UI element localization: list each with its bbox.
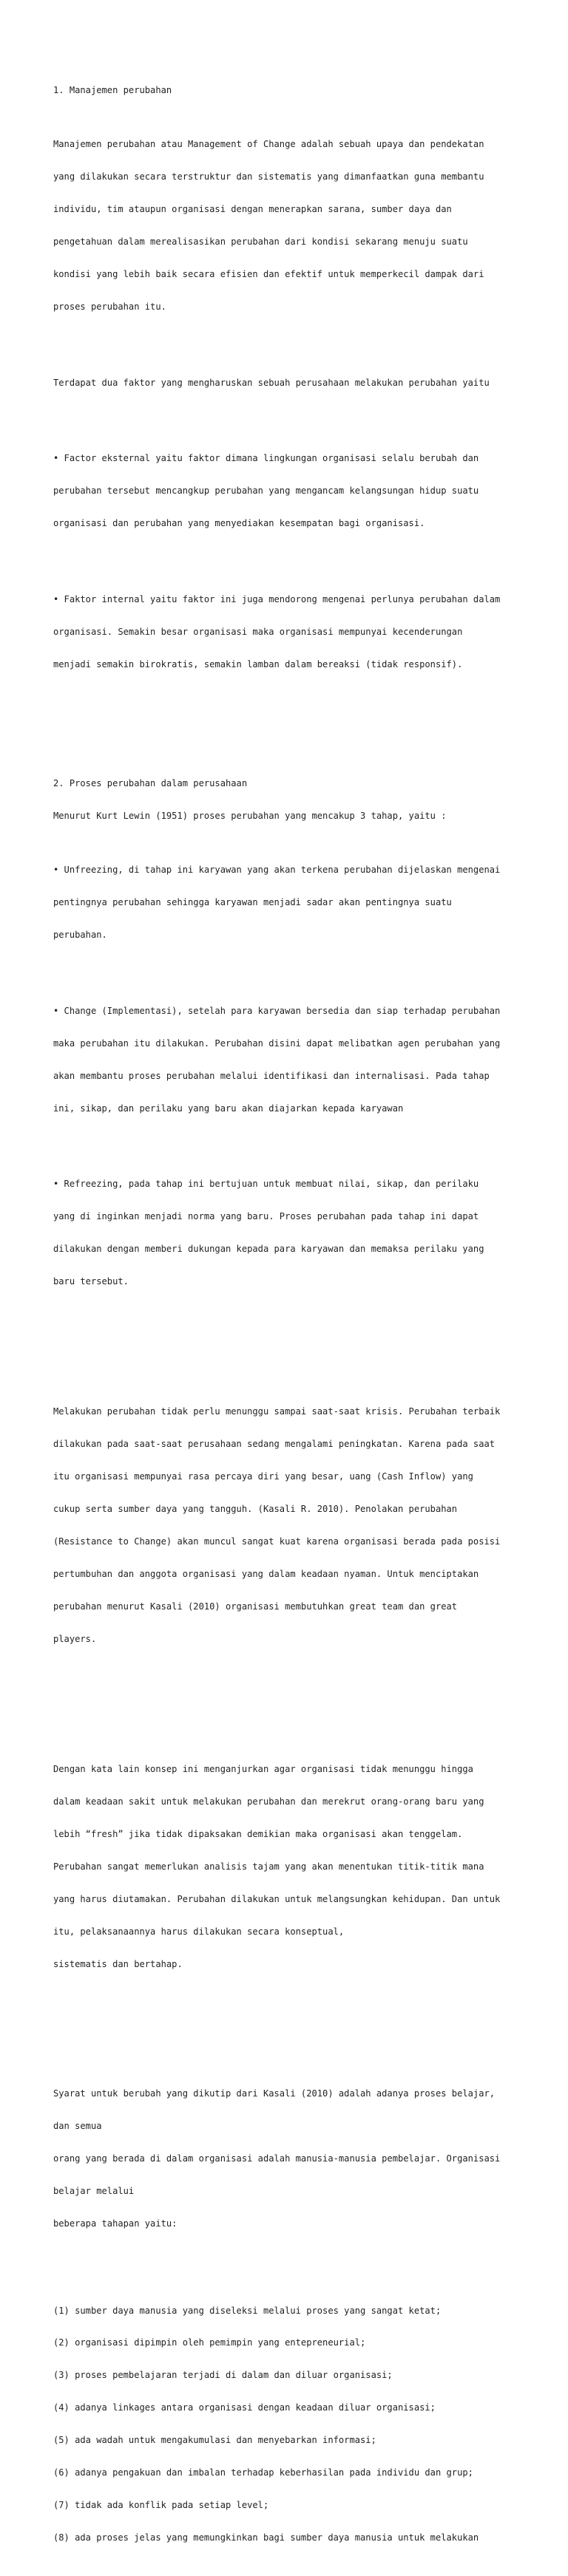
- text-line: itu organisasi mempunyai rasa percaya diri yang besar, uang (Cash Inflow) yang: [53, 1471, 473, 1482]
- list-item: (2) organisasi dipimpin oleh pemimpin yang entepreneurial;: [53, 2337, 366, 2348]
- list-item: (1) sumber daya manusia yang diseleksi melalui proses yang sangat ketat;: [53, 2305, 442, 2316]
- text-line: dalam keadaan sakit untuk melakukan perubahan dan merekrut orang-orang baru yang: [53, 1796, 484, 1807]
- text-line: belajar melalui: [53, 2186, 135, 2197]
- bullet-item: [53, 573, 534, 692]
- paragraph: [53, 355, 534, 409]
- spacer: [53, 1699, 534, 1710]
- text-line: perubahan menurut Kasali (2010) organisasi membutuhkan great team dan great: [53, 1601, 458, 1612]
- text-line: Manajemen perubahan atau Management of Change adalah sebuah upaya dan pendekatan: [53, 139, 484, 150]
- text-line: dan semua: [53, 2121, 102, 2132]
- list-item: (8) ada proses jelas yang memungkinkan bagi sumber daya manusia untuk melakukan: [53, 2532, 479, 2543]
- text-line: lebih “fresh” jika tidak dipaksakan demikian maka organisasi akan tenggelam.: [53, 1828, 463, 1839]
- text-line: pertumbuhan dan anggota organisasi yang dalam keadaan nyaman. Untuk menciptakan: [53, 1568, 479, 1579]
- text-line: players.: [53, 1633, 97, 1644]
- text-line: dilakukan dengan memberi dukungan kepada para karyawan dan memaksa perilaku yang: [53, 1244, 484, 1255]
- text-line: perubahan tersebut mencangkup perubahan yang mengancam kelangsungan hidup suatu: [53, 485, 479, 497]
- text-line: Perubahan sangat memerlukan analisis tajam yang akan menentukan titik-titik mana: [53, 1861, 484, 1872]
- paragraph: [53, 117, 534, 334]
- text-line: ini, sikap, dan perilaku yang baru akan diajarkan kepada karyawan: [53, 1103, 404, 1114]
- text-line: beberapa tahapan yaitu:: [53, 2218, 178, 2229]
- text-line: maka perubahan itu dilakukan. Perubahan disini dapat melibatkan agen perubahan yang: [53, 1037, 501, 1049]
- numbered-list: [53, 2283, 534, 2565]
- text-line: • Factor eksternal yaitu faktor dimana lingkungan organisasi selalu berubah dan: [53, 453, 479, 464]
- text-line: yang harus diutamakan. Perubahan dilakukan untuk melangsungkan kehidupan. Dan untuk: [53, 1893, 501, 1904]
- section-heading: 2. Proses perubahan dalam perusahaan: [53, 777, 248, 788]
- text-line: sistematis dan bertahap.: [53, 1958, 183, 1969]
- text-line: • Faktor internal yaitu faktor ini juga mendorong mengenai perlunya perubahan dalam: [53, 593, 501, 604]
- section-heading: 1. Manajemen perubahan: [53, 84, 172, 95]
- text-line: • Change (Implementasi), setelah para karyawan bersedia dan siap terhadap perubahan: [53, 1005, 501, 1016]
- text-line: yang di inginkan menjadi norma yang baru. Proses perubahan pada tahap ini dapat: [53, 1211, 479, 1222]
- text-line: itu, pelaksanaannya harus dilakukan secara konseptual,: [53, 1926, 345, 1937]
- spacer: [53, 2023, 534, 2034]
- text-line: dilakukan pada saat-saat perusahaan sedang mengalami peningkatan. Karena pada saat: [53, 1439, 496, 1449]
- text-line: (Resistance to Change) akan muncul sangat kuat karena organisasi berada pada posisi: [53, 1536, 501, 1547]
- list-item: (4) adanya linkages antara organisasi dengan keadaan diluar organisasi;: [53, 2402, 436, 2413]
- text-line: akan membantu proses perubahan melalui identifikasi dan internalisasi. Pada tahap: [53, 1070, 490, 1081]
- text-line: yang dilakukan secara terstruktur dan sistematis yang dimanfaatkan guna membantu: [53, 171, 484, 183]
- paragraph: [53, 2067, 534, 2251]
- text-line: pengetahuan dalam merealisasikan perubahan dari kondisi sekarang menuju suatu: [53, 236, 468, 248]
- text-line: individu, tim ataupun organisasi dengan menerapkan sarana, sumber daya dan: [53, 204, 452, 215]
- document-page: [53, 52, 534, 2576]
- paragraph: [53, 1742, 534, 1991]
- text-line: Melakukan perubahan tidak perlu menunggu sampai saat-saat krisis. Perubahan terbaik: [53, 1406, 501, 1417]
- text-line: Terdapat dua faktor yang mengharuskan sebuah perusahaan melakukan perubahan yaitu: [53, 377, 490, 388]
- text-line: • Refreezing, pada tahap ini bertujuan untuk membuat nilai, sikap, dan perilaku: [53, 1179, 479, 1190]
- spacer: [53, 724, 534, 735]
- text-line: Syarat untuk berubah yang dikutip dari Kasali (2010) adalah adanya proses belajar,: [53, 2088, 496, 2099]
- list-item: (5) ada wadah untuk mengakumulasi dan menyebarkan informasi;: [53, 2435, 376, 2446]
- text-line: menjadi semakin birokratis, semakin lamban dalam bereaksi (tidak responsif).: [53, 658, 463, 669]
- spacer: [53, 1341, 534, 1352]
- text-line: pentingnya perubahan sehingga karyawan menjadi sadar akan pentingnya suatu: [53, 897, 452, 908]
- paragraph: [53, 1385, 534, 1666]
- bullet-item: [53, 984, 534, 1135]
- text-line: perubahan.: [53, 930, 107, 941]
- bullet-item: [53, 432, 534, 551]
- text-line: cukup serta sumber daya yang tangguh. (Kasali R. 2010). Penolakan perubahan: [53, 1503, 458, 1514]
- text-line: orang yang berada di dalam organisasi adalah manusia-manusia pembelajar. Organisasi: [53, 2153, 501, 2164]
- text-line: kondisi yang lebih baik secara efisien dan efektif untuk memperkecil dampak dari: [53, 269, 484, 280]
- text-line: organisasi dan perubahan yang menyediakan kesempatan bagi organisasi.: [53, 518, 425, 529]
- text-line: proses perubahan itu.: [53, 301, 166, 313]
- list-item: (3) proses pembelajaran terjadi di dalam dan diluar organisasi;: [53, 2370, 393, 2381]
- text-line: Dengan kata lain konsep ini menganjurkan agar organisasi tidak menunggu hingga: [53, 1763, 473, 1774]
- list-item: (7) tidak ada konflik pada setiap level;: [53, 2500, 269, 2511]
- text-line: baru tersebut.: [53, 1276, 129, 1287]
- bullet-item: [53, 843, 534, 962]
- list-item: (6) adanya pengakuan dan imbalan terhadap keberhasilan pada individu dan grup;: [53, 2467, 473, 2478]
- text-line: • Unfreezing, di tahap ini karyawan yang akan terkena perubahan dijelaskan mengenai: [53, 865, 501, 876]
- bullet-item: [53, 1157, 534, 1309]
- text-line: organisasi. Semakin besar organisasi maka organisasi mempunyai kecenderungan: [53, 626, 463, 637]
- text-line: Menurut Kurt Lewin (1951) proses perubahan yang mencakup 3 tahap, yaitu :: [53, 810, 447, 821]
